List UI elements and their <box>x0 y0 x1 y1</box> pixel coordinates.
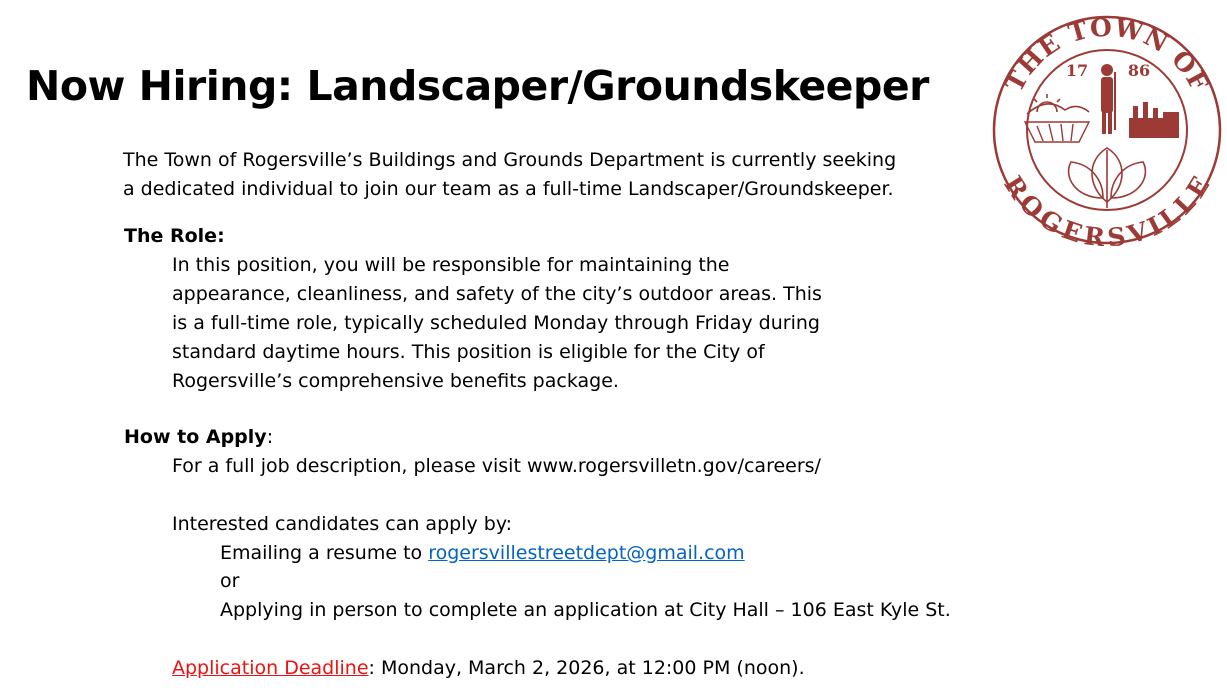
farm-field-icon <box>1025 122 1089 142</box>
seal-year-right: 86 <box>1127 61 1151 80</box>
tobacco-leaf-icon <box>1069 148 1146 208</box>
email-link[interactable]: rogersvillestreetdept@gmail.com <box>428 542 745 564</box>
page-title: Now Hiring: Landscaper/Groundskeeper <box>26 62 929 110</box>
role-heading: The Role: <box>124 225 225 247</box>
intro-paragraph <box>123 146 896 204</box>
deadline-line <box>172 654 805 683</box>
town-seal-logo <box>991 14 1223 246</box>
interested-candidates-line: Interested candidates can apply by: <box>172 513 513 535</box>
role-line: In this position, you will be responsible for maintaining the <box>172 254 730 276</box>
role-paragraph <box>172 251 822 396</box>
sunrise-hills-icon <box>1027 94 1089 114</box>
intro-line: The Town of Rogersville’s Buildings and Grounds Department is currently seeking <box>123 149 897 171</box>
role-line: appearance, cleanliness, and safety of the city’s outdoor areas. This <box>172 283 822 305</box>
email-prefix: Emailing a resume to <box>220 542 429 564</box>
seal-top-text: THE TOWN OF <box>999 14 1215 97</box>
role-line: Rogersville’s comprehensive benefits package. <box>172 370 619 392</box>
role-line: standard daytime hours. This position is eligible for the City of <box>172 341 765 363</box>
deadline-text: : Monday, March 2, 2026, at 12:00 PM (noon). <box>368 657 805 679</box>
seal-bottom-text: ROGERSVILLE <box>997 170 1217 246</box>
apply-heading-row <box>124 423 273 452</box>
job-description-line: For a full job description, please visit www.rogersvilletn.gov/careers/ <box>172 455 821 477</box>
role-line: is a full-time role, typically scheduled Monday through Friday during <box>172 312 820 334</box>
pioneer-figure-icon <box>1101 64 1116 134</box>
intro-line: a dedicated individual to join our team as a full-time Landscaper/Groundskeeper. <box>123 178 894 200</box>
email-option <box>220 539 745 568</box>
factory-icon <box>1129 102 1179 138</box>
seal-year-left: 17 <box>1065 61 1089 80</box>
or-separator: or <box>220 570 240 592</box>
deadline-link[interactable]: Application Deadline <box>172 657 369 679</box>
in-person-option: Applying in person to complete an application at City Hall – 106 East Kyle St. <box>220 599 951 621</box>
apply-heading-colon: : <box>266 426 274 448</box>
apply-heading: How to Apply <box>124 426 267 448</box>
